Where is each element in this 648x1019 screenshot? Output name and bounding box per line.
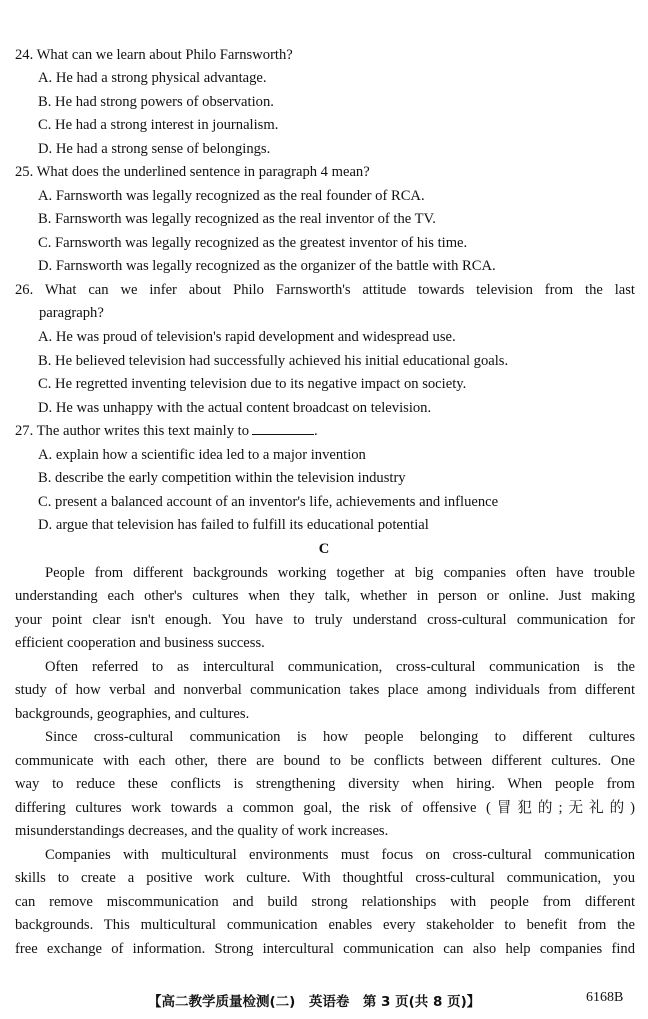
passage-line: skills to create a positive work culture. With thoughtful cross-cultural communication, you: [15, 870, 635, 886]
question-25-option-c: C. Farnsworth was legally recognized as the greatest inventor of his time.: [38, 235, 468, 251]
footer-code: 6168B: [586, 990, 624, 1005]
question-24-option-b: B. He had strong powers of observation.: [38, 94, 274, 110]
passage-line: differing cultures work towards a common goal, the risk of offensive (冒犯的;无礼的): [15, 800, 635, 816]
passage-line: backgrounds. This multicultural communication enables every stakeholder to benefit from the: [15, 917, 635, 933]
passage-line: People from different backgrounds working together at big companies often have trouble: [45, 565, 635, 581]
question-26-option-a: A. He was proud of television's rapid development and widespread use.: [38, 329, 456, 345]
passage-line: study of how verbal and nonverbal communication takes place among individuals from different: [15, 682, 635, 698]
passage-line: efficient cooperation and business success.: [15, 635, 265, 651]
question-25-option-a: A. Farnsworth was legally recognized as the real founder of RCA.: [38, 188, 425, 204]
passage-line: free exchange of information. Strong intercultural communication can also help companies find: [15, 941, 635, 957]
passage-line: backgrounds, geographies, and cultures.: [15, 706, 250, 722]
question-27-option-d: D. argue that television has failed to fulfill its educational potential: [38, 517, 429, 533]
passage-line: can remove miscommunication and build strong relationships with people from different: [15, 894, 635, 910]
question-26-stem-line-2: paragraph?: [39, 305, 104, 321]
question-24-stem: 24. What can we learn about Philo Farnsworth?: [15, 47, 293, 63]
section-title: C: [318, 541, 330, 557]
passage-line: misunderstandings decreases, and the quality of work increases.: [15, 823, 389, 839]
stem-period: .: [314, 423, 318, 439]
passage-line: Since cross-cultural communication is how people belonging to different cultures: [45, 729, 635, 745]
question-24-option-c: C. He had a strong interest in journalism.: [38, 117, 279, 133]
question-26-option-d: D. He was unhappy with the actual content broadcast on television.: [38, 400, 432, 416]
passage-line: way to reduce these conflicts is strengthening diversity when hiring. When people from: [15, 776, 635, 792]
passage-line: Companies with multicultural environments must focus on cross-cultural communication: [45, 847, 635, 863]
question-26-stem-line-1: 26. What can we infer about Philo Farnsworth's attitude towards television from the last: [15, 282, 635, 298]
answer-blank: [252, 421, 314, 435]
question-26-option-b: B. He believed television had successfully achieved his initial educational goals.: [38, 353, 509, 369]
question-27-stem: 27. The author writes this text mainly to: [15, 423, 250, 439]
question-27-option-a: A. explain how a scientific idea led to a major invention: [38, 447, 366, 463]
footer-exam-info: 【高二教学质量检测(二) 英语卷 第 3 页(共 8 页)】: [148, 994, 481, 1010]
question-25-stem: 25. What does the underlined sentence in paragraph 4 mean?: [15, 164, 370, 180]
question-24-option-a: A. He had a strong physical advantage.: [38, 70, 267, 86]
question-26-option-c: C. He regretted inventing television due to its negative impact on society.: [38, 376, 467, 392]
passage-line: understanding each other's cultures when they talk, whether in person or online. Just making: [15, 588, 635, 604]
question-25-option-d: D. Farnsworth was legally recognized as the organizer of the battle with RCA.: [38, 258, 496, 274]
passage-line: your point clear isn't enough. You have to truly understand cross-cultural communication for: [15, 612, 635, 628]
passage-line: communicate with each other, there are bound to be conflicts between different cultures. One: [15, 753, 635, 769]
question-27-option-c: C. present a balanced account of an inventor's life, achievements and influence: [38, 494, 499, 510]
question-27-stem-wrapper: [15, 421, 318, 441]
question-27-option-b: B. describe the early competition within the television industry: [38, 470, 406, 486]
question-25-option-b: B. Farnsworth was legally recognized as the real inventor of the TV.: [38, 211, 436, 227]
passage-line: Often referred to as intercultural communication, cross-cultural communication is the: [45, 659, 635, 675]
question-24-option-d: D. He had a strong sense of belongings.: [38, 141, 271, 157]
